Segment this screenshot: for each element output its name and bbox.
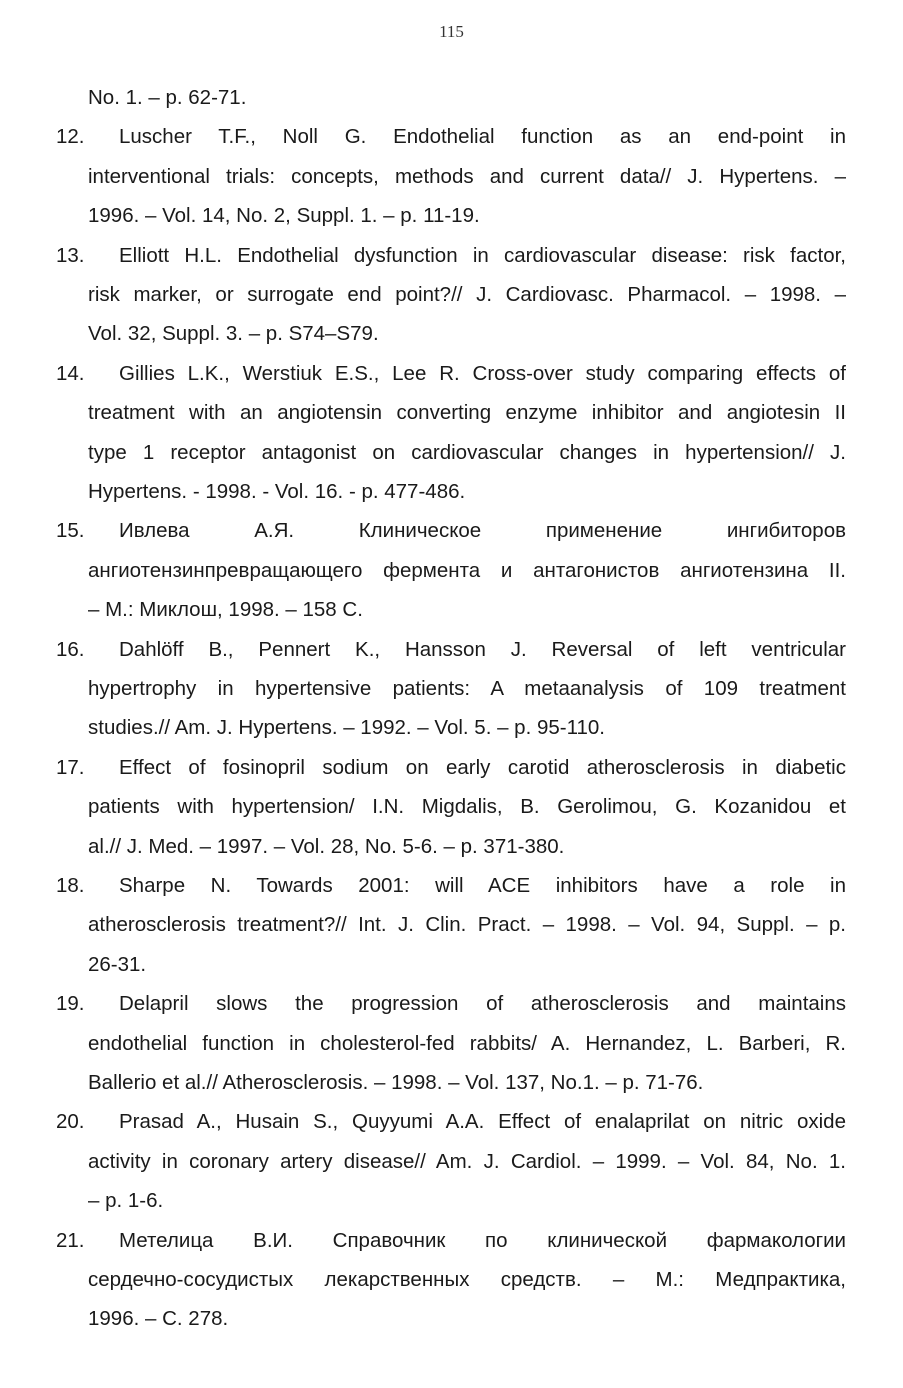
reference-text-line: Luscher T.F., Noll G. Endothelial function as an end-point in <box>119 125 846 149</box>
reference-text-line: 1996. – С. 278. <box>88 1307 229 1331</box>
reference-text-line: Ивлева А.Я. Клиническое применение ингибиторов <box>119 519 846 543</box>
reference-text-line: Prasad A., Husain S., Quyyumi A.A. Effect of enalaprilat on nitric oxide <box>119 1110 846 1134</box>
reference-text-line: 1996. – Vol. 14, No. 2, Suppl. 1. – p. 11-19. <box>88 204 480 228</box>
reference-number: 15. <box>56 519 85 543</box>
reference-text-line: atherosclerosis treatment?// Int. J. Clin. Pract. – 1998. – Vol. 94, Suppl. – p. <box>88 913 846 937</box>
reference-text-line: – М.: Миклош, 1998. – 158 С. <box>88 598 363 622</box>
reference-number: 18. <box>56 874 85 897</box>
reference-text-line: Effect of fosinopril sodium on early carotid atherosclerosis in diabetic <box>119 755 846 779</box>
reference-number: 12. <box>56 125 85 149</box>
reference-text-line: al.// J. Med. – 1997. – Vol. 28, No. 5-6. – p. 371-380. <box>88 834 565 858</box>
reference-text-line: Delapril slows the progression of atherosclerosis and maintains <box>119 992 846 1016</box>
reference-text-line: activity in coronary artery disease// Am. J. Cardiol. – 1999. – Vol. 84, No. 1. <box>88 1149 846 1173</box>
reference-number: 13. <box>56 243 85 267</box>
reference-text-line: Gillies L.K., Werstiuk E.S., Lee R. Cross-over study comparing effects of <box>119 361 846 385</box>
reference-number: 14. <box>56 361 85 385</box>
reference-text-line: Sharpe N. Towards 2001: will ACE inhibitors have a role in <box>119 874 846 897</box>
page-number: 115 <box>439 22 464 41</box>
reference-number: 16. <box>56 637 85 661</box>
reference-text-line: risk marker, or surrogate end point?// J. Cardiovasc. Pharmacol. – 1998. – <box>88 283 846 306</box>
reference-text-line: endothelial function in cholesterol-fed rabbits/ A. Hernandez, L. Barberi, R. <box>88 1031 846 1055</box>
reference-text-line: – p. 1-6. <box>88 1189 164 1213</box>
reference-text-line: Elliott H.L. Endothelial dysfunction in cardiovascular disease: risk factor, <box>119 243 846 267</box>
reference-text-line: type 1 receptor antagonist on cardiovascular changes in hypertension// J. <box>88 440 846 464</box>
reference-text-line: patients with hypertension/ I.N. Migdalis, B. Gerolimou, G. Kozanidou et <box>88 795 846 819</box>
reference-text-line: Vol. 32, Suppl. 3. – p. S74–S79. <box>88 322 379 346</box>
reference-number: 17. <box>56 755 85 779</box>
reference-text-line: Dahlöff B., Pennert K., Hansson J. Reversal of left ventricular <box>119 637 846 661</box>
reference-text-line: hypertrophy in hypertensive patients: A metaanalysis of 109 treatment <box>88 677 846 700</box>
continued-reference-fragment: No. 1. – p. 62-71. <box>88 86 247 109</box>
reference-text-line: studies.// Am. J. Hypertens. – 1992. – Vol. 5. – p. 95-110. <box>88 716 605 740</box>
reference-text-line: Метелица В.И. Справочник по клинической фармакологии <box>119 1228 846 1252</box>
reference-text-line: interventional trials: concepts, methods and current data// J. Hypertens. – <box>88 164 846 188</box>
reference-text-line: ангиотензинпревращающего фермента и антагонистов ангиотензина II. <box>88 558 846 582</box>
reference-text-line: 26-31. <box>88 952 147 976</box>
reference-number: 19. <box>56 992 85 1016</box>
reference-text-line: Ballerio et al.// Atherosclerosis. – 1998. – Vol. 137, No.1. – p. 71-76. <box>88 1071 704 1094</box>
reference-text-line: treatment with an angiotensin converting enzyme inhibitor and angiotesin II <box>88 401 846 425</box>
reference-text-line: сердечно-сосудистых лекарственных средств. – М.: Медпрактика, <box>88 1268 846 1291</box>
reference-text-line: Hypertens. - 1998. - Vol. 16. - p. 477-486. <box>88 480 466 503</box>
reference-number: 21. <box>56 1228 85 1252</box>
reference-number: 20. <box>56 1110 85 1134</box>
